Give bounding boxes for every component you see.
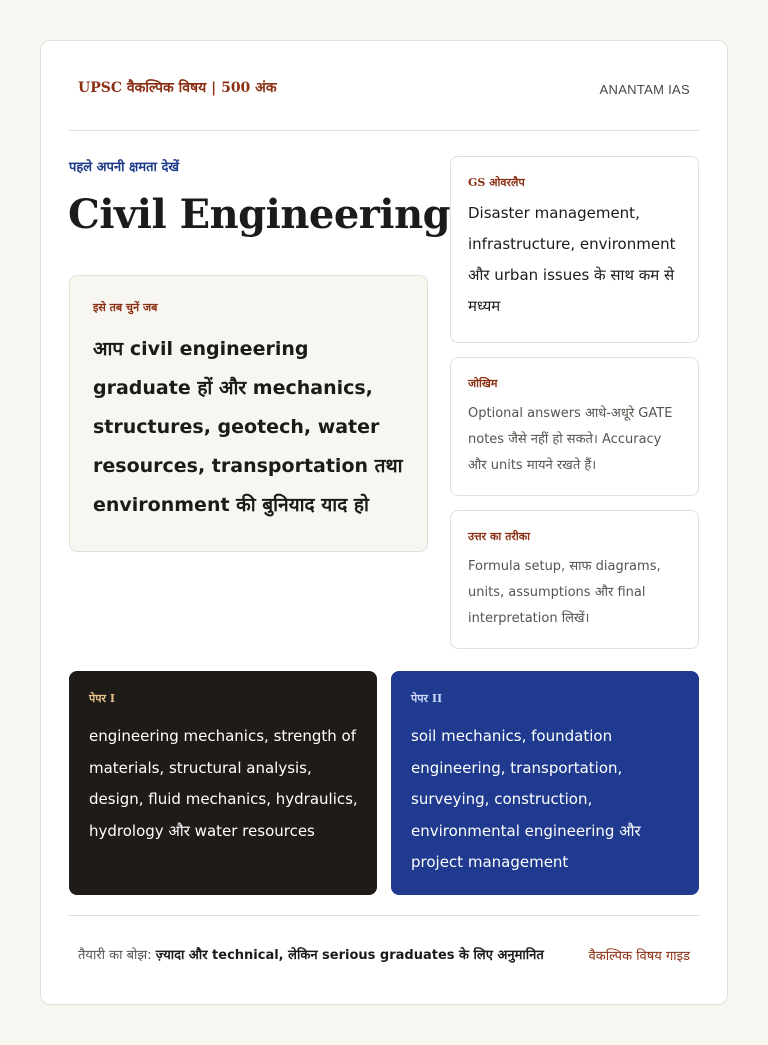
paper-1-card <box>69 671 377 895</box>
answer-method-label: उत्तर का तरीका <box>468 530 530 543</box>
gs-overlap-text: Disaster management, infrastructure, environment और urban issues के साथ कम से मध्यम <box>468 204 676 315</box>
when-to-choose-text: आप civil engineering graduate हों और mechanics, structures, geotech, water resources, transportation तथा environment की बुनियाद याद हो <box>93 338 403 516</box>
answer-method-box <box>450 510 699 649</box>
risk-box <box>450 357 699 496</box>
preparation-load-prefix: तैयारी का बोझ: <box>78 948 152 963</box>
gs-overlap-label: GS ओवरलैप <box>468 176 525 189</box>
paper-1-label: पेपर I <box>89 692 115 705</box>
risk-text: Optional answers आधे-अधूरे GATE notes जैसे नहीं हो सकते। Accuracy और units मायने रखते हैं। <box>468 406 673 473</box>
page-title: Civil Engineering <box>68 191 451 238</box>
gs-overlap-box <box>450 156 699 343</box>
preparation-load-value: ज़्यादा और technical, लेकिन serious graduates के लिए अनुमानित <box>155 948 544 963</box>
paper-2-text: soil mechanics, foundation engineering, transportation, surveying, construction, environmental engineering और project management <box>411 727 641 871</box>
paper-2-label: पेपर II <box>411 692 443 705</box>
footer-divider <box>69 915 699 916</box>
guide-card <box>40 40 728 1005</box>
when-to-choose-label: इसे तब चुनें जब <box>93 301 158 314</box>
paper-1-text: engineering mechanics, strength of materials, structural analysis, design, fluid mechanics, hydraulics, hydrology और water resources <box>89 727 358 840</box>
preparation-load <box>78 945 544 963</box>
brand-name: ANANTAM IAS <box>599 82 690 97</box>
risk-label: जोखिम <box>468 377 498 390</box>
paper-2-card <box>391 671 699 895</box>
answer-method-text: Formula setup, साफ diagrams, units, assumptions और final interpretation लिखें। <box>468 559 661 626</box>
header-divider <box>69 130 699 131</box>
when-to-choose-box <box>69 275 428 552</box>
guide-label: वैकल्पिक विषय गाइड <box>588 949 690 964</box>
subject-tag: UPSC वैकल्पिक विषय | 500 अंक <box>78 80 277 96</box>
kicker: पहले अपनी क्षमता देखें <box>69 160 179 175</box>
